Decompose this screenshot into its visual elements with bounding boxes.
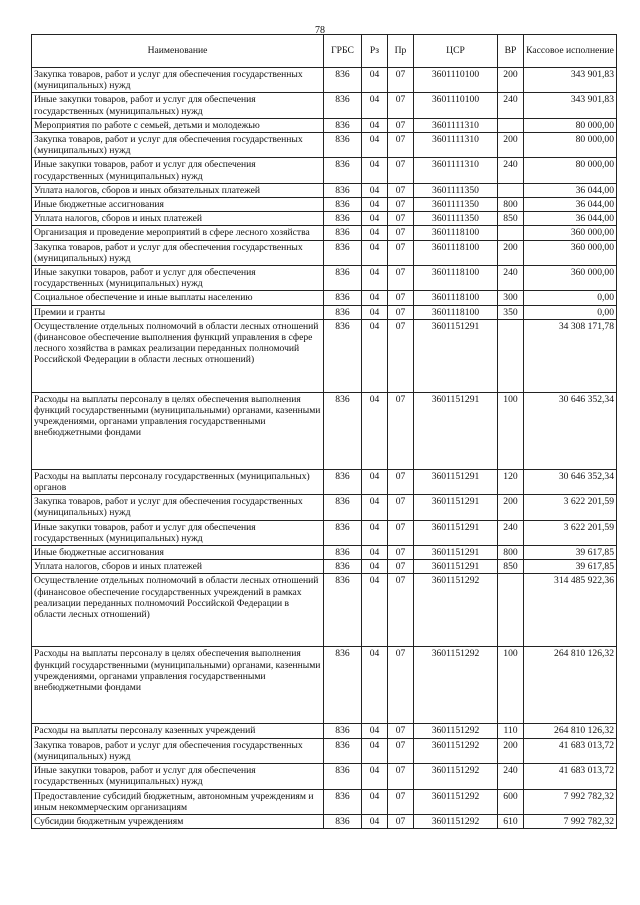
cell-name: Расходы на выплаты персоналу государственных (муниципальных) органов xyxy=(32,469,324,494)
cell-amount: 343 901,83 xyxy=(524,93,617,118)
cell-pr: 07 xyxy=(388,133,414,158)
cell-rz: 04 xyxy=(362,764,388,789)
cell-vr: 200 xyxy=(498,738,524,763)
table-row xyxy=(32,226,617,240)
cell-name: Предоставление субсидий бюджетным, автономным учреждениям и иным некоммерческим организациям xyxy=(32,789,324,814)
cell-name: Осуществление отдельных полномочий в области лесных отношений (финансовое обеспечение выполнения функций управления в сфере лесного хозяйства в рамках реализации переданных полномочий Российской Федерации в области лесных отношений) xyxy=(32,319,324,392)
cell-name: Уплата налогов, сборов и иных обязательных платежей xyxy=(32,183,324,197)
cell-csr: 3601151291 xyxy=(414,469,498,494)
header-rz: Рз xyxy=(362,35,388,68)
cell-rz: 04 xyxy=(362,291,388,305)
table-row xyxy=(32,319,617,392)
table-row xyxy=(32,520,617,545)
cell-name: Уплата налогов, сборов и иных платежей xyxy=(32,560,324,574)
cell-csr: 3601151292 xyxy=(414,738,498,763)
cell-pr: 07 xyxy=(388,266,414,291)
cell-rz: 04 xyxy=(362,814,388,828)
cell-pr: 07 xyxy=(388,240,414,265)
cell-vr: 240 xyxy=(498,158,524,183)
cell-grbs: 836 xyxy=(324,118,362,132)
cell-vr xyxy=(498,574,524,647)
cell-vr: 800 xyxy=(498,198,524,212)
cell-grbs: 836 xyxy=(324,198,362,212)
table-row xyxy=(32,212,617,226)
cell-name: Закупка товаров, работ и услуг для обеспечения государственных (муниципальных) нужд xyxy=(32,738,324,763)
cell-grbs: 836 xyxy=(324,814,362,828)
cell-pr: 07 xyxy=(388,93,414,118)
cell-amount: 3 622 201,59 xyxy=(524,520,617,545)
cell-amount: 360 000,00 xyxy=(524,226,617,240)
cell-grbs: 836 xyxy=(324,319,362,392)
cell-grbs: 836 xyxy=(324,240,362,265)
cell-vr: 120 xyxy=(498,469,524,494)
cell-amount: 3 622 201,59 xyxy=(524,495,617,520)
header-grbs: ГРБС xyxy=(324,35,362,68)
cell-amount: 360 000,00 xyxy=(524,240,617,265)
cell-name: Иные бюджетные ассигнования xyxy=(32,546,324,560)
cell-name: Закупка товаров, работ и услуг для обеспечения государственных (муниципальных) нужд xyxy=(32,68,324,93)
cell-pr: 07 xyxy=(388,764,414,789)
cell-amount: 36 044,00 xyxy=(524,212,617,226)
table-row xyxy=(32,93,617,118)
cell-vr: 240 xyxy=(498,520,524,545)
cell-csr: 3601118100 xyxy=(414,291,498,305)
cell-name: Закупка товаров, работ и услуг для обеспечения государственных (муниципальных) нужд xyxy=(32,495,324,520)
cell-pr: 07 xyxy=(388,198,414,212)
cell-vr: 300 xyxy=(498,291,524,305)
cell-rz: 04 xyxy=(362,495,388,520)
cell-rz: 04 xyxy=(362,319,388,392)
cell-name: Закупка товаров, работ и услуг для обеспечения государственных (муниципальных) нужд xyxy=(32,240,324,265)
cell-rz: 04 xyxy=(362,574,388,647)
cell-grbs: 836 xyxy=(324,738,362,763)
table-row xyxy=(32,392,617,469)
cell-csr: 3601151291 xyxy=(414,495,498,520)
cell-amount: 36 044,00 xyxy=(524,198,617,212)
cell-vr: 610 xyxy=(498,814,524,828)
cell-csr: 3601151291 xyxy=(414,546,498,560)
cell-amount: 264 810 126,32 xyxy=(524,724,617,738)
cell-name: Расходы на выплаты персоналу в целях обеспечения выполнения функций государственными (муниципальными) органами, казенными учреждениями, органами управления государственными внебюджетными фондами xyxy=(32,392,324,469)
cell-grbs: 836 xyxy=(324,93,362,118)
cell-amount: 264 810 126,32 xyxy=(524,647,617,724)
cell-amount: 7 992 782,32 xyxy=(524,814,617,828)
cell-amount: 41 683 013,72 xyxy=(524,764,617,789)
cell-grbs: 836 xyxy=(324,574,362,647)
cell-grbs: 836 xyxy=(324,546,362,560)
cell-amount: 30 646 352,34 xyxy=(524,469,617,494)
cell-rz: 04 xyxy=(362,520,388,545)
cell-csr: 3601151292 xyxy=(414,724,498,738)
cell-rz: 04 xyxy=(362,93,388,118)
cell-amount: 7 992 782,32 xyxy=(524,789,617,814)
cell-rz: 04 xyxy=(362,198,388,212)
header-vr: ВР xyxy=(498,35,524,68)
cell-csr: 3601111350 xyxy=(414,183,498,197)
cell-pr: 07 xyxy=(388,789,414,814)
cell-rz: 04 xyxy=(362,266,388,291)
cell-amount: 80 000,00 xyxy=(524,158,617,183)
cell-name: Субсидии бюджетным учреждениям xyxy=(32,814,324,828)
table-row xyxy=(32,724,617,738)
cell-name: Расходы на выплаты персоналу в целях обеспечения выполнения функций государственными (муниципальными) органами, казенными учреждениями, органами управления государственными внебюджетными фондами xyxy=(32,647,324,724)
cell-amount: 0,00 xyxy=(524,291,617,305)
cell-vr: 200 xyxy=(498,495,524,520)
cell-amount: 343 901,83 xyxy=(524,68,617,93)
cell-vr: 200 xyxy=(498,133,524,158)
table-row xyxy=(32,291,617,305)
cell-amount: 0,00 xyxy=(524,305,617,319)
table-row xyxy=(32,789,617,814)
table-row xyxy=(32,68,617,93)
cell-pr: 07 xyxy=(388,724,414,738)
cell-vr: 850 xyxy=(498,212,524,226)
cell-pr: 07 xyxy=(388,469,414,494)
cell-csr: 3601110100 xyxy=(414,93,498,118)
table-row xyxy=(32,240,617,265)
table-header-row xyxy=(32,35,617,68)
cell-vr: 240 xyxy=(498,764,524,789)
cell-amount: 80 000,00 xyxy=(524,133,617,158)
cell-name: Иные закупки товаров, работ и услуг для обеспечения государственных (муниципальных) нужд xyxy=(32,266,324,291)
cell-grbs: 836 xyxy=(324,469,362,494)
cell-vr: 350 xyxy=(498,305,524,319)
cell-vr: 200 xyxy=(498,240,524,265)
cell-amount: 80 000,00 xyxy=(524,118,617,132)
cell-csr: 3601110100 xyxy=(414,68,498,93)
table-row xyxy=(32,560,617,574)
cell-grbs: 836 xyxy=(324,305,362,319)
table-row xyxy=(32,183,617,197)
cell-grbs: 836 xyxy=(324,560,362,574)
cell-rz: 04 xyxy=(362,240,388,265)
cell-rz: 04 xyxy=(362,560,388,574)
header-csr: ЦСР xyxy=(414,35,498,68)
cell-grbs: 836 xyxy=(324,520,362,545)
cell-name: Организация и проведение мероприятий в сфере лесного хозяйства xyxy=(32,226,324,240)
cell-rz: 04 xyxy=(362,647,388,724)
cell-rz: 04 xyxy=(362,469,388,494)
cell-csr: 3601151292 xyxy=(414,647,498,724)
cell-csr: 3601111310 xyxy=(414,158,498,183)
cell-pr: 07 xyxy=(388,158,414,183)
cell-vr: 800 xyxy=(498,546,524,560)
cell-rz: 04 xyxy=(362,724,388,738)
cell-rz: 04 xyxy=(362,546,388,560)
cell-pr: 07 xyxy=(388,392,414,469)
cell-grbs: 836 xyxy=(324,392,362,469)
cell-rz: 04 xyxy=(362,789,388,814)
cell-csr: 3601151291 xyxy=(414,560,498,574)
cell-name: Социальное обеспечение и иные выплаты населению xyxy=(32,291,324,305)
cell-name: Осуществление отдельных полномочий в области лесных отношений (финансовое обеспечение государственных учреждений в рамках реализации переданных полномочий Российской Федерации в области лесных отношений) xyxy=(32,574,324,647)
cell-pr: 07 xyxy=(388,319,414,392)
cell-pr: 07 xyxy=(388,291,414,305)
cell-csr: 3601118100 xyxy=(414,240,498,265)
cell-csr: 3601111310 xyxy=(414,118,498,132)
cell-amount: 39 617,85 xyxy=(524,546,617,560)
cell-grbs: 836 xyxy=(324,764,362,789)
cell-grbs: 836 xyxy=(324,158,362,183)
cell-rz: 04 xyxy=(362,305,388,319)
cell-pr: 07 xyxy=(388,738,414,763)
cell-name: Иные закупки товаров, работ и услуг для обеспечения государственных (муниципальных) нужд xyxy=(32,764,324,789)
cell-rz: 04 xyxy=(362,392,388,469)
cell-csr: 3601151291 xyxy=(414,520,498,545)
header-pr: Пр xyxy=(388,35,414,68)
cell-grbs: 836 xyxy=(324,724,362,738)
cell-vr: 850 xyxy=(498,560,524,574)
cell-name: Премии и гранты xyxy=(32,305,324,319)
cell-pr: 07 xyxy=(388,212,414,226)
cell-vr xyxy=(498,118,524,132)
cell-csr: 3601151292 xyxy=(414,764,498,789)
cell-rz: 04 xyxy=(362,738,388,763)
header-name: Наименование xyxy=(32,35,324,68)
cell-grbs: 836 xyxy=(324,789,362,814)
cell-name: Уплата налогов, сборов и иных платежей xyxy=(32,212,324,226)
table-row xyxy=(32,738,617,763)
cell-csr: 3601151292 xyxy=(414,814,498,828)
table-row xyxy=(32,118,617,132)
cell-vr: 110 xyxy=(498,724,524,738)
cell-vr: 600 xyxy=(498,789,524,814)
cell-name: Иные закупки товаров, работ и услуг для обеспечения государственных (муниципальных) нужд xyxy=(32,93,324,118)
cell-grbs: 836 xyxy=(324,291,362,305)
budget-execution-table xyxy=(31,34,617,829)
table-row xyxy=(32,266,617,291)
cell-pr: 07 xyxy=(388,560,414,574)
table-row xyxy=(32,133,617,158)
cell-csr: 3601111350 xyxy=(414,212,498,226)
cell-grbs: 836 xyxy=(324,133,362,158)
cell-vr xyxy=(498,319,524,392)
cell-pr: 07 xyxy=(388,226,414,240)
table-row xyxy=(32,764,617,789)
cell-amount: 314 485 922,36 xyxy=(524,574,617,647)
header-amount: Кассовое исполнение xyxy=(524,35,617,68)
cell-name: Иные бюджетные ассигнования xyxy=(32,198,324,212)
cell-amount: 34 308 171,78 xyxy=(524,319,617,392)
cell-csr: 3601151292 xyxy=(414,789,498,814)
cell-pr: 07 xyxy=(388,520,414,545)
cell-vr xyxy=(498,183,524,197)
cell-pr: 07 xyxy=(388,183,414,197)
cell-rz: 04 xyxy=(362,226,388,240)
table-row xyxy=(32,469,617,494)
cell-grbs: 836 xyxy=(324,647,362,724)
cell-rz: 04 xyxy=(362,183,388,197)
cell-csr: 3601151291 xyxy=(414,319,498,392)
cell-amount: 30 646 352,34 xyxy=(524,392,617,469)
cell-vr: 100 xyxy=(498,392,524,469)
cell-rz: 04 xyxy=(362,158,388,183)
cell-rz: 04 xyxy=(362,118,388,132)
cell-grbs: 836 xyxy=(324,266,362,291)
cell-vr: 100 xyxy=(498,647,524,724)
cell-rz: 04 xyxy=(362,212,388,226)
cell-grbs: 836 xyxy=(324,68,362,93)
cell-rz: 04 xyxy=(362,68,388,93)
cell-vr xyxy=(498,226,524,240)
cell-csr: 3601151292 xyxy=(414,574,498,647)
cell-amount: 360 000,00 xyxy=(524,266,617,291)
cell-pr: 07 xyxy=(388,305,414,319)
cell-pr: 07 xyxy=(388,814,414,828)
cell-pr: 07 xyxy=(388,574,414,647)
cell-grbs: 836 xyxy=(324,495,362,520)
cell-csr: 3601118100 xyxy=(414,226,498,240)
table-row xyxy=(32,574,617,647)
budget-table-container xyxy=(31,34,616,829)
cell-pr: 07 xyxy=(388,546,414,560)
cell-grbs: 836 xyxy=(324,183,362,197)
cell-name: Иные закупки товаров, работ и услуг для обеспечения государственных (муниципальных) нужд xyxy=(32,158,324,183)
table-body xyxy=(32,68,617,829)
cell-csr: 3601118100 xyxy=(414,305,498,319)
cell-csr: 3601151291 xyxy=(414,392,498,469)
cell-pr: 07 xyxy=(388,495,414,520)
cell-vr: 240 xyxy=(498,93,524,118)
table-row xyxy=(32,198,617,212)
cell-rz: 04 xyxy=(362,133,388,158)
cell-amount: 39 617,85 xyxy=(524,560,617,574)
cell-pr: 07 xyxy=(388,68,414,93)
table-row xyxy=(32,814,617,828)
cell-name: Иные закупки товаров, работ и услуг для обеспечения государственных (муниципальных) нужд xyxy=(32,520,324,545)
page-number: 78 xyxy=(315,25,325,36)
cell-grbs: 836 xyxy=(324,226,362,240)
cell-csr: 3601111350 xyxy=(414,198,498,212)
cell-amount: 36 044,00 xyxy=(524,183,617,197)
cell-vr: 200 xyxy=(498,68,524,93)
cell-grbs: 836 xyxy=(324,212,362,226)
cell-name: Расходы на выплаты персоналу казенных учреждений xyxy=(32,724,324,738)
table-row xyxy=(32,158,617,183)
cell-csr: 3601118100 xyxy=(414,266,498,291)
cell-vr: 240 xyxy=(498,266,524,291)
cell-csr: 3601111310 xyxy=(414,133,498,158)
table-row xyxy=(32,647,617,724)
cell-name: Закупка товаров, работ и услуг для обеспечения государственных (муниципальных) нужд xyxy=(32,133,324,158)
cell-amount: 41 683 013,72 xyxy=(524,738,617,763)
table-row xyxy=(32,305,617,319)
cell-pr: 07 xyxy=(388,118,414,132)
table-row xyxy=(32,495,617,520)
cell-name: Мероприятия по работе с семьей, детьми и молодежью xyxy=(32,118,324,132)
cell-pr: 07 xyxy=(388,647,414,724)
table-row xyxy=(32,546,617,560)
